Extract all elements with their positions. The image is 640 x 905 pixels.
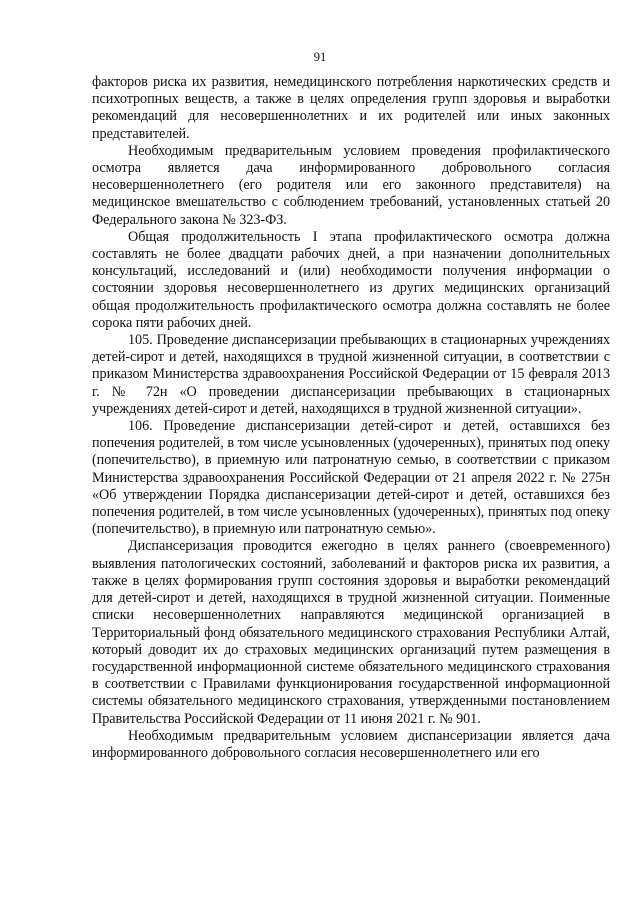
- paragraph-consent-profilactic: Необходимым предварительным условием проведения профилактического осмотра является дача информированного добровольного согласия несовершеннолетнего (его родителя или его законного представителя) на медицинское вмешательство с соблюдением требований, установленных статьей 20 Федерального закона № 323-ФЗ.: [92, 142, 610, 228]
- paragraph-item-105: 105. Проведение диспансеризации пребывающих в стационарных учреждениях детей-сирот и детей, находящихся в трудной жизненной ситуации, в соответствии с приказом Министерства здравоохранения Российской Федерации от 15 февраля 2013 г. № 72н «О проведении диспансеризации пребывающих в стационарных учреждениях детей-сирот и детей, находящихся в трудной жизненной ситуации».: [92, 332, 610, 417]
- document-body: [92, 74, 610, 762]
- paragraph-duration: Общая продолжительность I этапа профилактического осмотра должна составлять не более двадцати рабочих дней, а при назначении дополнительных консультаций, исследований и (или) необходимости получения информации о состоянии здоровья несовершеннолетнего из других медицинских организаций общая продолжительность профилактического осмотра должна составлять не более сорока пяти рабочих дней.: [92, 228, 610, 331]
- paragraph-dispensarization: Диспансеризация проводится ежегодно в целях раннего (своевременного) выявления патологических состояний, заболеваний и факторов риска их развития, а также в целях формирования групп состояния здоровья и выработки рекомендаций для детей-сирот и детей, находящихся в трудной жизненной ситуации. Поименные списки несовершеннолетних направляются медицинской организацией в Территориальный фонд обязательного медицинского страхования Республики Алтай, который доводит их до страховых медицинских организаций путем размещения в государственной информационной системе обязательного медицинского страхования в соответствии с Правилами функционирования государственной информационной системы обязательного медицинского страхования, утвержденными постановлением Правительства Российской Федерации от 11 июня 2021 г. № 901.: [92, 538, 610, 727]
- paragraph-consent-dispensarization: Необходимым предварительным условием диспансеризации является дача информированного добровольного согласия несовершеннолетнего или его: [92, 727, 610, 761]
- paragraph-item-106: 106. Проведение диспансеризации детей-сирот и детей, оставшихся без попечения родителей, в том числе усыновленных (удочеренных), принятых под опеку (попечительство), в приемную или патронатную семью, в соответствии с приказом Министерства здравоохранения Российской Федерации от 21 апреля 2022 г. № 275н «Об утверждении Порядка диспансеризации детей-сирот и детей, оставшихся без попечения родителей, в том числе усыновленных (удочеренных), принятых под опеку (попечительство), в приемную или патронатную семью».: [92, 418, 610, 538]
- page-number: 91: [313, 50, 327, 64]
- paragraph-continuation: факторов риска их развития, немедицинского потребления наркотических средств и психотропных веществ, а также в целях определения групп здоровья и выработки рекомендаций для несовершеннолетних и их родителей или иных законных представителей.: [92, 74, 610, 142]
